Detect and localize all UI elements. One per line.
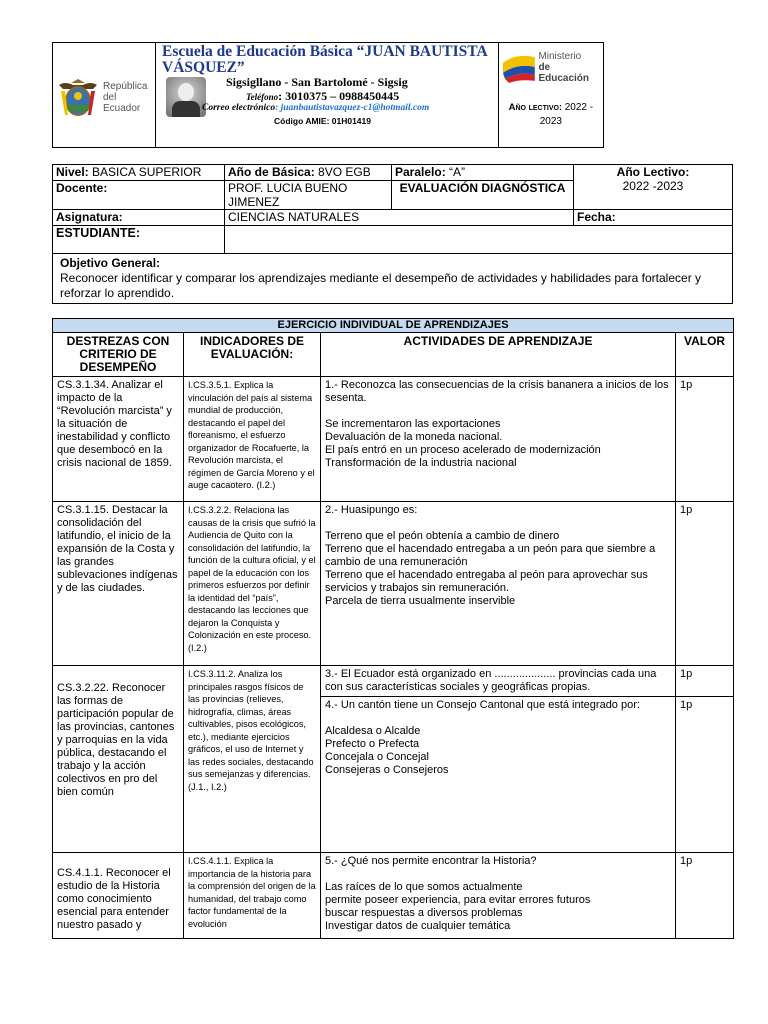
- phone-label: Teléfono: [246, 92, 279, 102]
- col-valor: VALOR: [676, 333, 734, 377]
- option-1b[interactable]: Devaluación de la moneda nacional.: [325, 431, 503, 443]
- valor-3: 1p: [676, 666, 734, 697]
- ecuador-coat-of-arms-icon: [55, 75, 101, 119]
- ministry-line1: Ministerio: [538, 50, 582, 62]
- anio-basica-label: Año de Básica:: [228, 165, 315, 179]
- objetivo-text: Reconocer identificar y comparar los aprendizajes mediante el desempeño de actividades y habilidades para fortalecer y reforzar lo aprendido.: [60, 271, 702, 300]
- activity-cell: [321, 853, 676, 939]
- valor-5: 1p: [676, 853, 734, 939]
- option-1c[interactable]: El país entró en un proceso acelerado de modernización: [325, 444, 601, 456]
- valor-2: 1p: [676, 502, 734, 666]
- activity-cell: [321, 377, 676, 502]
- ministry-logo: [501, 49, 603, 85]
- option-4a[interactable]: Alcaldesa o Alcalde: [325, 725, 421, 737]
- activity-cell: [321, 697, 676, 853]
- school-phone: [246, 89, 399, 104]
- student-info-table: [52, 164, 733, 304]
- indicador-cell: I.CS.4.1.1. Explica la importancia de la historia para la comprensión del origen de la humanidad, del trabajo como factor fundamental de la evolución: [184, 853, 321, 939]
- table-row: [53, 502, 734, 666]
- question-5: 5.- ¿Qué nos permite encontrar la Historia?: [325, 855, 537, 867]
- republic-logo-cell: [53, 43, 156, 148]
- ministry-line2: de Educación: [538, 61, 590, 84]
- asignatura-value: CIENCIAS NATURALES: [225, 210, 574, 226]
- col-destrezas: DESTREZAS CON CRITERIO DE DESEMPEÑO: [53, 333, 184, 377]
- question-2: 2.- Huasipungo es:: [325, 504, 418, 516]
- estudiante-field[interactable]: [225, 226, 733, 254]
- ministry-flag-icon: [501, 49, 537, 85]
- option-5c[interactable]: buscar respuestas a diversos problemas: [325, 907, 523, 919]
- destreza-cell: CS.3.2.22. Reconocer las formas de participación popular de las provincias, cantones y parroquias en la vida pública, destacando el trabajo y la acción colectivos en pro del bien común: [53, 666, 184, 853]
- col-indicadores: INDICADORES DE EVALUACIÓN:: [184, 333, 321, 377]
- school-name: Escuela de Educación Básica “JUAN BAUTISTA VÁSQUEZ”: [162, 43, 487, 76]
- paralelo-cell: [392, 165, 574, 181]
- evaluacion-title: EVALUACIÓN DIAGNÓSTICA: [392, 181, 574, 210]
- objetivo-label: Objetivo General:: [60, 256, 161, 270]
- nivel-label: Nivel:: [56, 165, 89, 179]
- indicador-cell: I.CS.3.2.2. Relaciona las causas de la crisis que sufrió la Audiencia de Quito con la consolidación del latifundio, la función de la cultura oficial, y el papel de la educación con los primeros esfuerzos por definir la identidad del “país”, destacando las lecciones que dejaron la Conquista y Colonización en este proceso. (I.2.): [184, 502, 321, 666]
- valor-1: 1p: [676, 377, 734, 502]
- valor-4: 1p: [676, 697, 734, 853]
- table-row: [53, 666, 734, 697]
- exercise-title: EJERCICIO INDIVIDUAL DE APRENDIZAJES: [53, 319, 734, 333]
- docente-label: Docente:: [53, 181, 225, 210]
- fecha-label: Fecha:: [574, 210, 733, 226]
- school-info-cell: [156, 43, 499, 148]
- asignatura-label: Asignatura:: [53, 210, 225, 226]
- option-2d[interactable]: Parcela de tierra usualmente inservible: [325, 595, 516, 607]
- founder-portrait: [166, 77, 206, 117]
- paralelo-value: “A”: [449, 165, 466, 179]
- table-row: [53, 377, 734, 502]
- option-1a[interactable]: Se incrementaron las exportaciones: [325, 418, 501, 430]
- option-5d[interactable]: Investigar datos de cualquier temática: [325, 920, 511, 932]
- school-email: [202, 103, 429, 113]
- option-2a[interactable]: Terreno que el peón obtenía a cambio de dinero: [325, 530, 560, 542]
- option-1d[interactable]: Transformación de la industria nacional: [325, 457, 517, 469]
- ministry-cell: [498, 43, 603, 148]
- anio-lectivo-label: Año Lectivo:: [616, 165, 690, 179]
- option-5b[interactable]: permite poseer experiencia, para evitar errores futuros: [325, 894, 591, 906]
- indicador-cell: I.CS.3.5.1. Explica la vinculación del país al sistema mundial de producción, destacando el papel del floreanismo, el esfuerzo organizador de Rocafuerte, la Revolución marcista, el régimen de García Moreno y el auge cacaotero. (I.2.): [184, 377, 321, 502]
- amie-code: Código AMIE: 01H01419: [274, 116, 371, 126]
- indicador-cell: I.CS.3.11.2. Analiza los principales rasgos físicos de las provincias (relieves, hidrografía, climas, áreas cultivables, pisos ecológicos, etc.), mediante ejercicios gráficos, el uso de Internet y las redes sociales, destacando sus semejanzas y diferencias. (J.1., I.2.): [184, 666, 321, 853]
- school-year: [499, 101, 603, 129]
- anio-basica-cell: [225, 165, 392, 181]
- option-5a[interactable]: Las raíces de lo que somos actualmente: [325, 881, 523, 893]
- nivel-cell: [53, 165, 225, 181]
- objetivo-cell: [53, 254, 733, 304]
- destreza-cell: CS.3.1.34. Analizar el impacto de la “Revolución marcista” y la situación de inestabilidad y conflicto que desembocó en la crisis nacional de 1859.: [53, 377, 184, 502]
- question-3: 3.- El Ecuador está organizado en .................... provincias cada una con sus características sociales y geográficas propias.: [325, 668, 657, 693]
- school-header: [52, 42, 604, 148]
- phone-value: : 3010375 – 0988450445: [278, 89, 400, 103]
- docente-value: PROF. LUCIA BUENO JIMENEZ: [225, 181, 392, 210]
- activity-cell: [321, 666, 676, 697]
- question-4: 4.- Un cantón tiene un Consejo Cantonal que está integrado por:: [325, 699, 640, 711]
- year-label: Año lectivo:: [508, 102, 563, 113]
- activity-cell: [321, 502, 676, 666]
- paralelo-label: Paralelo:: [395, 165, 446, 179]
- option-2b[interactable]: Terreno que el hacendado entregaba a un peón para que siembre a cambio de una remuneración: [325, 543, 656, 568]
- learning-exercise-table: [52, 318, 734, 939]
- anio-lectivo-cell: [574, 165, 733, 210]
- col-actividades: ACTIVIDADES DE APRENDIZAJE: [321, 333, 676, 377]
- option-4b[interactable]: Prefecto o Prefecta: [325, 738, 420, 750]
- table-row: [53, 853, 734, 939]
- option-2c[interactable]: Terreno que el hacendado entregaba al peón para aprovechar sus servicios y trabajos sin remuneración.: [325, 569, 648, 594]
- email-label: Correo electrónico: [202, 103, 276, 113]
- year-value: 2022 - 2023: [539, 102, 594, 127]
- anio-lectivo-value: 2022 -2023: [622, 179, 684, 193]
- option-4c[interactable]: Concejala o Concejal: [325, 751, 429, 763]
- destreza-cell: CS.4.1.1. Reconocer el estudio de la Historia como conocimiento esencial para entender nuestro pasado y: [53, 853, 184, 939]
- question-1: 1.- Reconozca las consecuencias de la crisis bananera a inicios de los sesenta.: [325, 379, 669, 404]
- estudiante-label: ESTUDIANTE:: [53, 226, 225, 254]
- email-value: : juanbautistavazquez-c1@hotmail.com: [275, 103, 430, 113]
- destreza-cell: CS.3.1.15. Destacar la consolidación del latifundio, el inicio de la expansión de la Costa y las grandes sublevaciones indígenas y de las ciudades.: [53, 502, 184, 666]
- nivel-value: BASICA SUPERIOR: [92, 165, 202, 179]
- option-4d[interactable]: Consejeras o Consejeros: [325, 764, 449, 776]
- school-location: Sigsigllano - San Bartolomé - Sigsig: [226, 75, 408, 89]
- republic-label: República del Ecuador: [103, 80, 148, 114]
- anio-basica-value: 8VO EGB: [318, 165, 371, 179]
